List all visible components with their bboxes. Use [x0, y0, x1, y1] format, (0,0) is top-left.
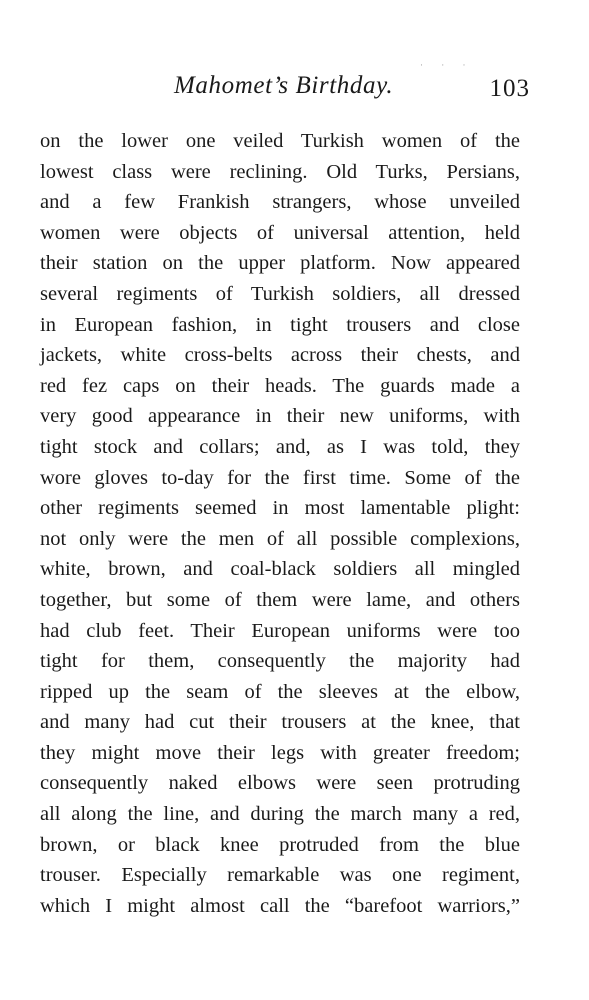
text-line: and many had cut their trousers at the knee, that: [40, 711, 520, 734]
text-line: trouser. Especially remarkable was one regiment,: [40, 864, 520, 887]
text-line: had club feet. Their European uniforms were too: [40, 619, 520, 642]
text-line: ripped up the seam of the sleeves at the elbow,: [40, 680, 520, 703]
text-line: and a few Frankish strangers, whose unveiled: [40, 191, 520, 214]
body-text: [40, 126, 520, 921]
text-line: women were objects of universal attention, held: [40, 221, 520, 244]
text-line: in European fashion, in tight trousers and close: [40, 313, 520, 336]
text-line: jackets, white cross-belts across their chests, and: [40, 344, 520, 367]
text-line: white, brown, and coal-black soldiers all mingled: [40, 558, 520, 581]
text-line: tight stock and collars; and, as I was told, they: [40, 435, 520, 458]
text-line: together, but some of them were lame, and others: [40, 588, 520, 611]
text-line: which I might almost call the “barefoot warriors,”: [40, 894, 520, 917]
text-line: lowest class were reclining. Old Turks, Persians,: [40, 160, 520, 183]
text-line: wore gloves to-day for the first time. Some of the: [40, 466, 520, 489]
text-line: brown, or black knee protruded from the blue: [40, 833, 520, 856]
text-line: their station on the upper platform. Now appeared: [40, 252, 520, 275]
text-line: other regiments seemed in most lamentable plight:: [40, 497, 520, 520]
running-title: Mahomet’s Birthday.: [174, 72, 394, 99]
text-line: not only were the men of all possible complexions,: [40, 527, 520, 550]
text-line: several regiments of Turkish soldiers, all dressed: [40, 282, 520, 305]
text-line: red fez caps on their heads. The guards made a: [40, 374, 520, 397]
text-line: consequently naked elbows were seen protruding: [40, 772, 520, 795]
page-number: 103: [489, 75, 530, 102]
text-line: on the lower one veiled Turkish women of the: [40, 130, 520, 152]
text-line: tight for them, consequently the majority had: [40, 650, 520, 673]
text-line: they might move their legs with greater freedom;: [40, 741, 520, 764]
text-line: very good appearance in their new uniforms, with: [40, 405, 520, 428]
text-line: all along the line, and during the march many a red,: [40, 803, 520, 826]
running-head: [40, 72, 530, 108]
page-blemish: · · ·: [420, 60, 474, 70]
